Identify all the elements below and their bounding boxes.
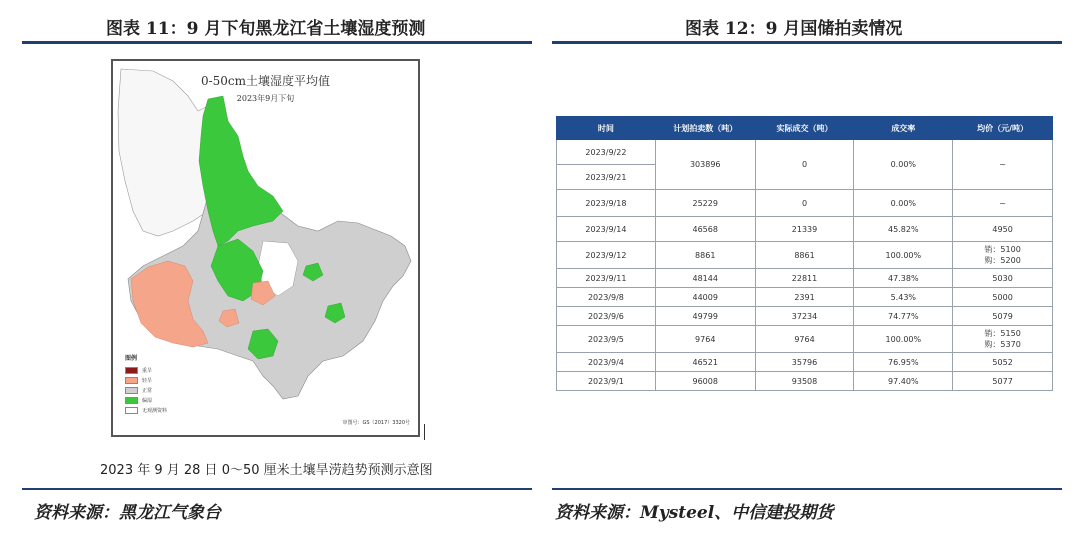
cell-planned: 96008	[655, 372, 755, 391]
top-rule-right	[552, 41, 1062, 44]
cell-planned: 48144	[655, 269, 755, 288]
cell-rate: 0.00%	[854, 190, 953, 217]
cell-rate: 100.00%	[854, 326, 953, 353]
figure-12-title: 图表 12：9 月国储拍卖情况	[685, 19, 903, 39]
cell-actual: 93508	[755, 372, 854, 391]
cell-price: 5030	[953, 269, 1053, 288]
legend-swatch	[125, 397, 138, 404]
map-legend	[125, 353, 167, 415]
top-rule-left	[22, 41, 532, 44]
legend-swatch	[125, 387, 138, 394]
cell-planned: 9764	[655, 326, 755, 353]
cell-price: ~	[953, 140, 1053, 190]
cell-actual: 22811	[755, 269, 854, 288]
header-date: 时间	[557, 117, 656, 140]
cell-actual: 0	[755, 190, 854, 217]
source-left: 资料来源：黑龙江气象台	[34, 503, 221, 523]
cell-date: 2023/9/5	[557, 326, 656, 353]
header-avg-price: 均价（元/吨）	[953, 117, 1053, 140]
table-row	[557, 307, 1053, 326]
cell-planned: 8861	[655, 242, 755, 269]
figure-11-title: 图表 11：9 月下旬黑龙江省土壤湿度预测	[106, 19, 426, 39]
cell-date: 2023/9/11	[557, 269, 656, 288]
table-header-row	[557, 117, 1053, 140]
table-row	[557, 372, 1053, 391]
bottom-rule-left	[22, 488, 532, 490]
cell-rate: 0.00%	[854, 140, 953, 190]
legend-item-normal	[125, 385, 167, 395]
legend-label: 重旱	[142, 367, 153, 374]
cell-actual: 9764	[755, 326, 854, 353]
legend-item-light-drought	[125, 375, 167, 385]
cell-planned: 46521	[655, 353, 755, 372]
map-title: 0-50cm土壤湿度平均值	[200, 74, 331, 88]
cell-price: 5079	[953, 307, 1053, 326]
legend-label: 正常	[142, 387, 153, 394]
cell-actual: 35796	[755, 353, 854, 372]
price-buy: 购：5370	[984, 340, 1021, 349]
cell-actual: 8861	[755, 242, 854, 269]
cell-date: 2023/9/4	[557, 353, 656, 372]
cell-rate: 100.00%	[854, 242, 953, 269]
header-planned: 计划拍卖数（吨）	[655, 117, 755, 140]
cell-price	[953, 326, 1053, 353]
table-row	[557, 353, 1053, 372]
cell-rate: 45.82%	[854, 217, 953, 242]
map-subtitle: 2023年9月下旬	[236, 94, 295, 103]
cell-price	[953, 242, 1053, 269]
cell-rate: 76.95%	[854, 353, 953, 372]
cell-price: 5052	[953, 353, 1053, 372]
cell-price: 5077	[953, 372, 1053, 391]
cell-planned: 44009	[655, 288, 755, 307]
cell-rate: 5.43%	[854, 288, 953, 307]
table-row	[557, 140, 1053, 165]
legend-item-wet	[125, 395, 167, 405]
legend-swatch	[125, 367, 138, 374]
cell-date: 2023/9/18	[557, 190, 656, 217]
cell-date: 2023/9/1	[557, 372, 656, 391]
soil-moisture-map	[111, 59, 420, 437]
cell-actual: 21339	[755, 217, 854, 242]
cell-actual: 37234	[755, 307, 854, 326]
price-sell: 销：5100	[984, 245, 1021, 254]
map-caption: 2023 年 9 月 28 日 0～50 厘米土壤旱涝趋势预测示意图	[100, 463, 433, 478]
cell-date: 2023/9/6	[557, 307, 656, 326]
header-rate: 成交率	[854, 117, 953, 140]
map-approval-number: 审图号：GS（2017）3320号	[342, 420, 410, 426]
cell-price: 4950	[953, 217, 1053, 242]
cell-date: 2023/9/21	[557, 165, 656, 190]
cell-actual: 0	[755, 140, 854, 190]
auction-table	[556, 116, 1053, 391]
legend-swatch	[125, 377, 138, 384]
legend-label: 无观测资料	[142, 407, 168, 414]
table-row	[557, 242, 1053, 269]
cell-date: 2023/9/8	[557, 288, 656, 307]
cell-date: 2023/9/22	[557, 140, 656, 165]
price-sell: 销：5150	[984, 329, 1021, 338]
cell-planned: 49799	[655, 307, 755, 326]
legend-label: 偏湿	[142, 397, 153, 404]
legend-label: 轻旱	[142, 377, 153, 384]
table-row	[557, 217, 1053, 242]
legend-swatch	[125, 407, 138, 414]
source-right: 资料来源：Mysteel、中信建投期货	[555, 503, 834, 523]
table-row	[557, 288, 1053, 307]
cell-planned: 25229	[655, 190, 755, 217]
text-cursor-mark	[424, 424, 425, 440]
cell-rate: 97.40%	[854, 372, 953, 391]
legend-title: 图例	[125, 355, 138, 362]
cell-planned: 303896	[655, 140, 755, 190]
cell-planned: 46568	[655, 217, 755, 242]
cell-rate: 47.38%	[854, 269, 953, 288]
legend-item-severe-drought	[125, 365, 167, 375]
cell-date: 2023/9/12	[557, 242, 656, 269]
cell-date: 2023/9/14	[557, 217, 656, 242]
table-row	[557, 190, 1053, 217]
cell-price: ~	[953, 190, 1053, 217]
legend-item-no-data	[125, 405, 167, 415]
cell-rate: 74.77%	[854, 307, 953, 326]
cell-actual: 2391	[755, 288, 854, 307]
cell-price: 5000	[953, 288, 1053, 307]
price-buy: 购：5200	[984, 256, 1021, 265]
table-row	[557, 326, 1053, 353]
table-row	[557, 269, 1053, 288]
bottom-rule-right	[552, 488, 1062, 490]
header-actual: 实际成交（吨）	[755, 117, 854, 140]
